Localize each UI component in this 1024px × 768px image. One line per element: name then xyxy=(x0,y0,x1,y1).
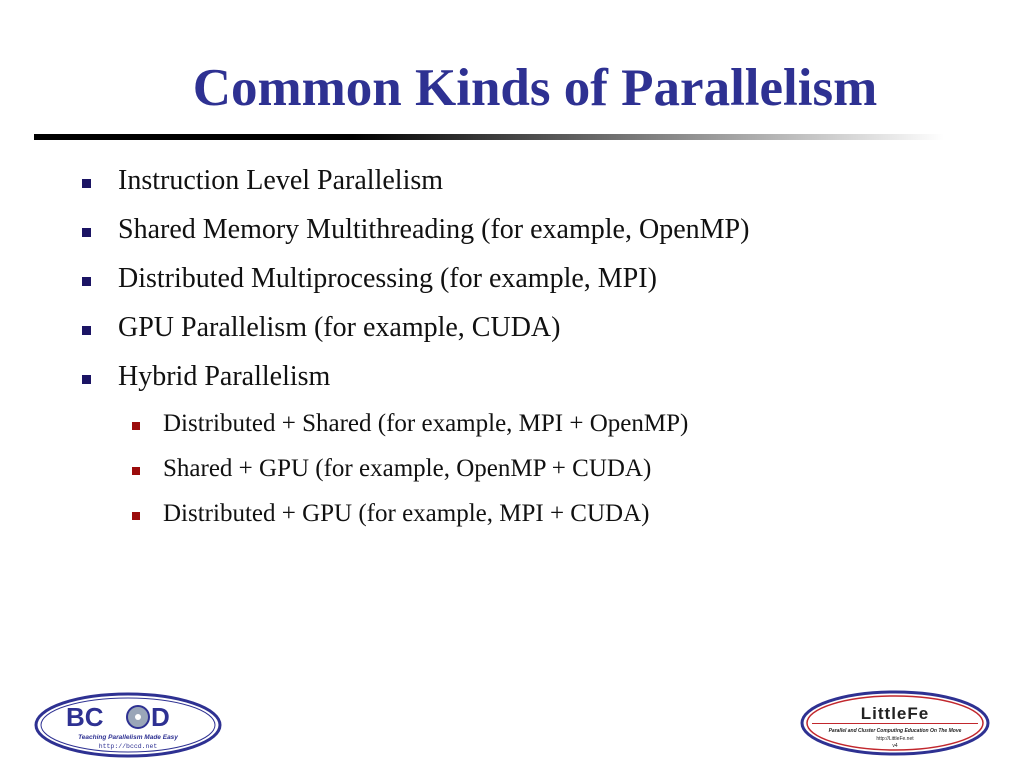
bullet-item xyxy=(118,263,657,295)
bccd-tagline: Teaching Parallelism Made Easy xyxy=(78,734,178,741)
sub-bullet-text: Shared + GPU (for example, OpenMP + CUDA) xyxy=(163,455,652,482)
square-bullet-icon xyxy=(132,512,140,520)
square-bullet-icon xyxy=(82,179,91,188)
square-bullet-icon xyxy=(132,467,140,475)
sub-bullet-text: Distributed + Shared (for example, MPI + OpenMP) xyxy=(163,410,689,437)
bullet-item xyxy=(118,165,443,197)
sub-bullet-item xyxy=(163,410,688,438)
sub-bullet-text: Distributed + GPU (for example, MPI + CUDA) xyxy=(163,500,650,527)
bullet-item xyxy=(118,214,749,246)
disc-icon xyxy=(127,706,149,728)
bullet-item xyxy=(118,361,330,393)
square-bullet-icon xyxy=(82,277,91,286)
sub-bullet-item xyxy=(163,500,649,528)
bullet-text: Shared Memory Multithreading (for example, OpenMP) xyxy=(118,214,750,245)
title-divider xyxy=(34,134,944,140)
bccd-logo-text-right: D xyxy=(151,702,170,732)
slide-title: Common Kinds of Parallelism xyxy=(192,59,878,117)
bullet-text: GPU Parallelism (for example, CUDA) xyxy=(118,312,561,343)
sub-bullet-item xyxy=(163,455,651,483)
littlefe-logo xyxy=(800,690,990,756)
littlefe-logo-text: LittleFe xyxy=(860,704,930,723)
square-bullet-icon xyxy=(132,422,140,430)
bccd-url: http://bccd.net xyxy=(98,743,158,750)
bullet-text: Hybrid Parallelism xyxy=(118,361,331,392)
square-bullet-icon xyxy=(82,326,91,335)
bullet-text: Instruction Level Parallelism xyxy=(118,165,444,196)
littlefe-version: v4 xyxy=(892,743,898,749)
bullet-text: Distributed Multiprocessing (for example, MPI) xyxy=(118,263,657,294)
bccd-logo xyxy=(34,692,222,758)
square-bullet-icon xyxy=(82,375,91,384)
bullet-item xyxy=(118,312,560,344)
bccd-logo-text-left: BC xyxy=(66,702,104,732)
square-bullet-icon xyxy=(82,228,91,237)
littlefe-tagline: Parallel and Cluster Computing Education On The Move xyxy=(828,728,962,734)
littlefe-url: http://LittleFe.net xyxy=(876,736,914,742)
